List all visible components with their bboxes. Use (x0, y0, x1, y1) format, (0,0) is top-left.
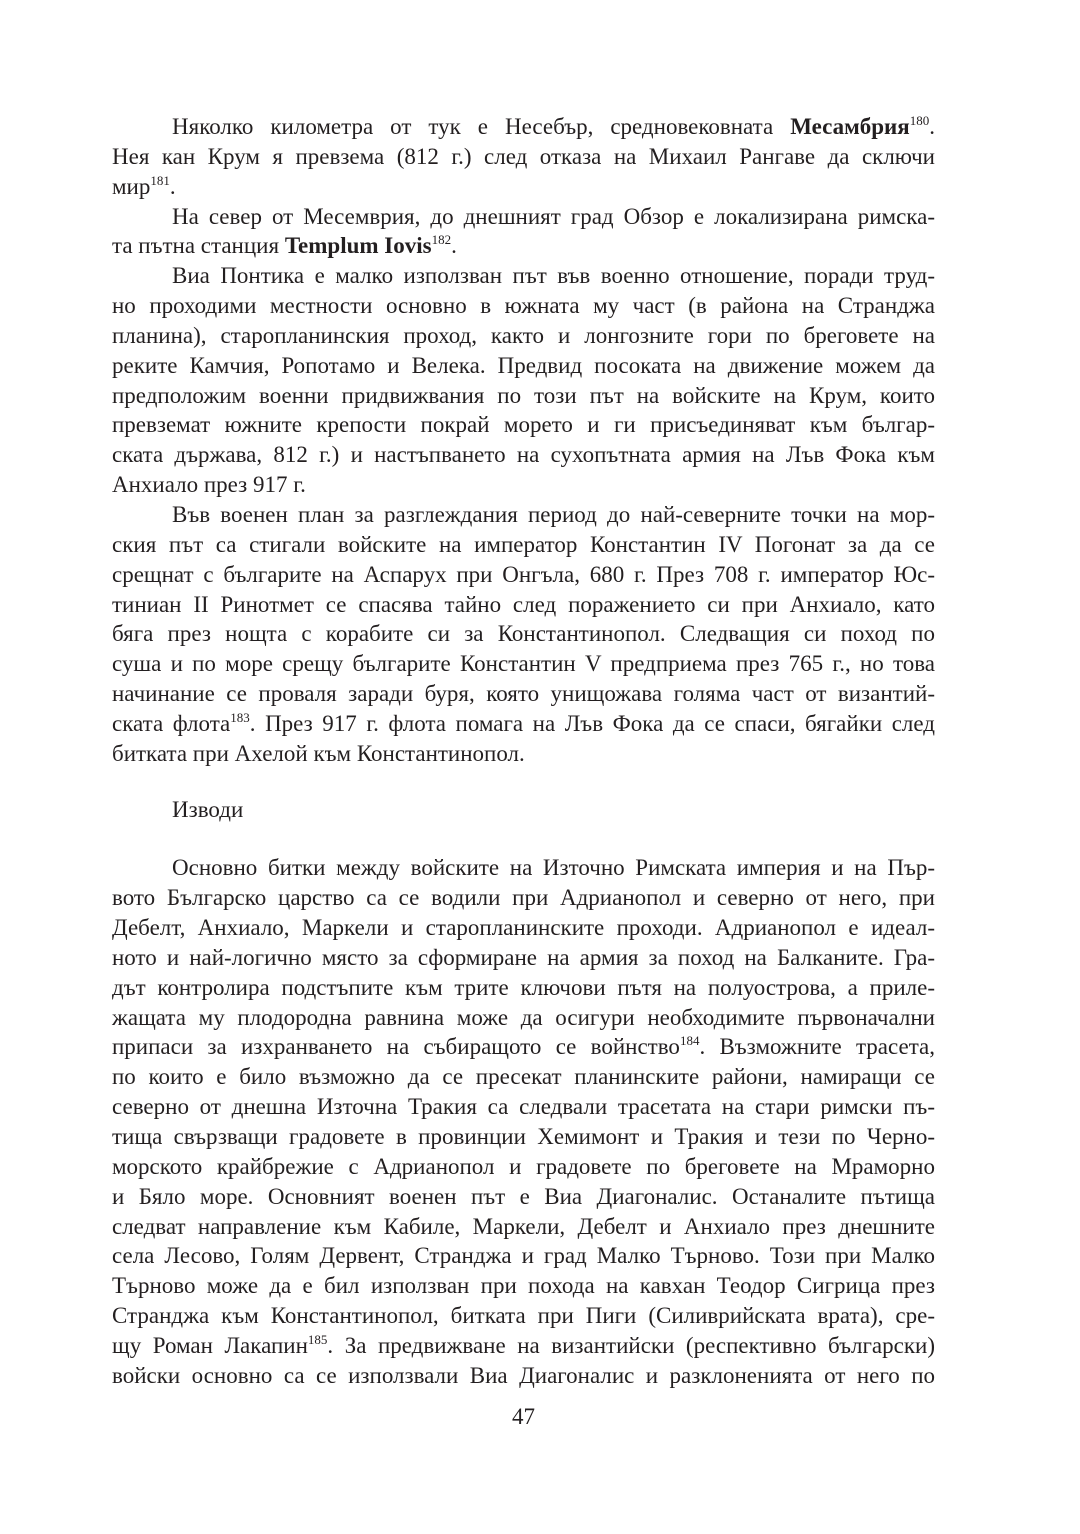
footnote-reference: 181 (150, 172, 170, 188)
text-line (112, 1092, 935, 1122)
text-line (112, 410, 935, 440)
text-run: ската флота (112, 710, 231, 736)
text-run: реките Камчия, Ропотамо и Велека. Предвид посоката на движение можем да (112, 352, 935, 378)
text-line (112, 973, 935, 1003)
conclusions-text-section (112, 853, 935, 1390)
bold-term: Месамбрия (790, 114, 910, 139)
text-line (112, 1212, 935, 1242)
text-run: . За предвижване на византийски (респективно български) (327, 1332, 935, 1358)
text-run: Странджа към Константинопол, битката при Пиги (Силиврийската врата), сре- (112, 1303, 935, 1329)
text-line (112, 679, 935, 709)
text-run: мир (112, 173, 151, 199)
text-line (112, 351, 935, 381)
text-run: тища свързващи градовете в провинции Хемимонт и Тракия и тези по Черно- (112, 1124, 935, 1149)
body-text-section (112, 112, 935, 769)
text-line (112, 1062, 935, 1092)
text-line (112, 321, 935, 351)
footnote-reference: 180 (909, 113, 930, 128)
text-line (112, 709, 935, 739)
text-run: дът контролира подстъпите към трите ключови пътя на полуострова, а приле- (112, 974, 935, 1000)
text-line (112, 590, 935, 620)
text-run: суша и по море срещу българите Константин V предприема през 765 г., но това (112, 651, 935, 677)
section-heading: Изводи (172, 796, 244, 822)
text-line (112, 381, 935, 411)
text-run: бяга през нощта с корабите си за Константинопол. Следващия си поход по (112, 621, 935, 647)
text-line (112, 112, 935, 142)
text-line (112, 739, 935, 769)
text-line (112, 1182, 935, 1212)
text-run: превземат южните крепости покрай морето и ги присъединяват към българ- (112, 412, 935, 438)
text-run: Нея кан Крум я превзема (812 г.) след отказа на Михаил Рангаве да сключи (112, 143, 935, 169)
text-run: та пътна станция (112, 233, 285, 259)
text-run: битката при Ахелой към Константинопол. (112, 740, 525, 766)
text-run: Във военен план за разглеждания период до най-северните точки на мор- (172, 501, 935, 527)
text-run: но проходими местности основно в южната му част (в района на Странджа (112, 293, 935, 319)
footnote-reference: 183 (230, 709, 250, 725)
text-run: щу Роман Лакапин (112, 1332, 308, 1358)
text-line (112, 1152, 935, 1182)
text-run: Основно битки между войските на Източно Римската империя и на Пър- (172, 855, 935, 881)
page-body (112, 112, 935, 1391)
text-line (112, 560, 935, 590)
text-line (112, 530, 935, 560)
text-run: вото Българско царство са се водили при Адрианопол и северно от него, при (112, 885, 935, 911)
text-run: предположим военни придвижвания по този път на войските на Крум, които (112, 382, 935, 408)
text-run: войски основно са се използвали Виа Диагоналис и разклоненията от него по (112, 1362, 935, 1388)
text-run: . (169, 173, 176, 199)
text-run: Анхиало през 917 г. (112, 472, 306, 498)
paragraph (112, 500, 935, 769)
text-run: ската държава, 812 г.) и настъпването на сухопътната армия на Лъв Фока към (112, 442, 935, 468)
text-run: Няколко километра от тук е Несебър, средновековната (172, 114, 791, 139)
page-number: 47 (512, 1404, 535, 1429)
text-run: села Лесово, Голям Дервент, Странджа и град Малко Търново. Този при Малко (112, 1243, 935, 1269)
text-line (112, 1122, 935, 1152)
text-line (112, 1361, 935, 1391)
text-line (112, 619, 935, 649)
paragraph (112, 202, 935, 262)
text-run: Виа Понтика е малко използван път във военно отношение, поради труд- (172, 263, 935, 289)
text-run: припаси за изхранването на събиращото се войнство (112, 1034, 680, 1060)
text-line (112, 172, 935, 202)
text-run: ното и най-логично място за сформиране на армия за поход на Балканите. Гра- (112, 944, 935, 970)
text-line (112, 1331, 935, 1361)
paragraph (112, 853, 935, 1390)
paragraph (112, 261, 935, 500)
text-run: На север от Месемврия, до днешният град Обзор е локализирана римска- (172, 203, 935, 229)
text-run: Дебелт, Анхиало, Маркели и старопланинските проходи. Адрианопол е идеал- (112, 915, 935, 941)
text-run: морското крайбрежие с Адрианопол и градовете по бреговете на Мраморно (112, 1153, 935, 1179)
text-run: ския път са стигали войските на император Константин IV Погонат за да се (112, 531, 935, 557)
text-run: планина), старопланинския проход, както и лонгозните гори по бреговете на (112, 322, 935, 348)
text-line (112, 943, 935, 973)
footnote-reference: 185 (307, 1331, 328, 1347)
text-line (112, 649, 935, 679)
text-line (112, 202, 935, 232)
text-run: . Възможните трасета, (699, 1034, 935, 1060)
text-line (112, 1032, 935, 1062)
text-line (112, 291, 935, 321)
paragraph (112, 112, 935, 202)
text-run: северно от днешна Източна Тракия са следвали трасетата на стари римски пъ- (112, 1094, 935, 1120)
text-line (112, 853, 935, 883)
text-run: срещнат с българите на Аспарух при Онгъла, 680 г. През 708 г. император Юс- (112, 561, 935, 587)
text-run: . (929, 114, 935, 139)
text-run: по които е било възможно да се пресекат планинските райони, намиращи се (112, 1064, 935, 1090)
bold-term: Templum Iovis (284, 233, 432, 259)
text-line (112, 1241, 935, 1271)
text-line (112, 913, 935, 943)
text-run: и Бяло море. Основният военен път е Виа Диагоналис. Останалите пътища (112, 1183, 935, 1209)
text-line (112, 500, 935, 530)
text-run: Търново може да е бил използван при похода на кавхан Теодор Сигрица през (112, 1273, 935, 1299)
text-line (112, 440, 935, 470)
text-line (112, 231, 935, 261)
text-line (112, 883, 935, 913)
footnote-reference: 184 (679, 1033, 700, 1049)
text-line (112, 1271, 935, 1301)
footnote-reference: 182 (431, 232, 452, 248)
text-line (112, 1003, 935, 1033)
text-line (112, 261, 935, 291)
text-run: начинание се проваля заради буря, която унищожава голяма част от византий- (112, 681, 935, 707)
text-line (112, 470, 935, 500)
text-run: . През 917 г. флота помага на Лъв Фока да се спаси, бягайки след (249, 710, 936, 736)
text-line (112, 1301, 935, 1331)
text-run: следват направление към Кабиле, Маркели, Дебелт и Анхиало през днешните (112, 1213, 935, 1239)
text-run: тиниан II Ринотмет се спасява тайно след поражението си при Анхиало, като (112, 591, 935, 617)
text-run: жащата му плодородна равнина може да осигури необходимите първоначални (112, 1004, 935, 1030)
text-run: . (451, 233, 457, 259)
text-line (112, 142, 935, 172)
